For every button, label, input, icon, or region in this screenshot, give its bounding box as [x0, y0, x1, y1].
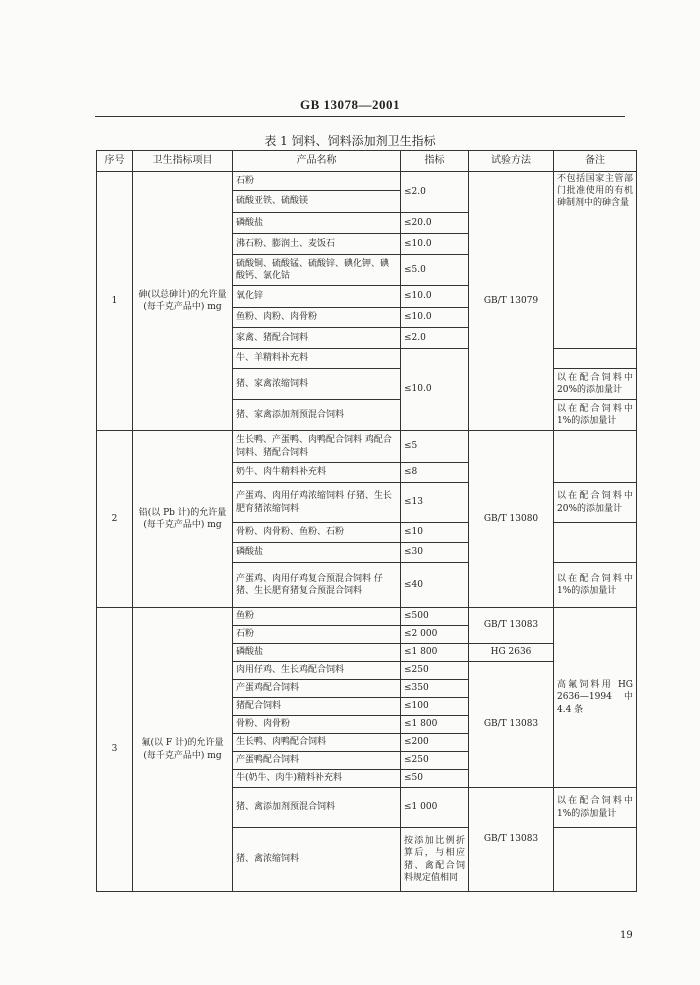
product-name: 骨粉、肉骨粉 [233, 716, 401, 734]
limit-value: ≤100 [401, 698, 469, 716]
hygiene-table [96, 150, 637, 892]
note: 以在配合饲料中1%的添加量计 [554, 788, 637, 828]
limit-value: ≤2.0 [401, 328, 469, 349]
note: 以在配合饲料中1%的添加量计 [554, 400, 637, 431]
test-method: GB/T 13079 [469, 172, 554, 431]
limit-value: ≤250 [401, 752, 469, 770]
limit-value: ≤10 [401, 523, 469, 543]
limit-value: ≤8 [401, 463, 469, 483]
note: 不包括国家主管部门批准使用的有机砷制剂中的砷含量 [554, 172, 637, 349]
item-name: 砷(以总砷计)的允许量(每千克产品中) mg [133, 172, 233, 431]
row-no: 1 [97, 172, 133, 431]
table-header-row [97, 151, 637, 172]
limit-value: ≤250 [401, 662, 469, 680]
note-empty [554, 828, 637, 892]
note-empty [554, 523, 637, 563]
limit-value: 按添加比例折算后，与相应猪、禽配合饲料规定值相同 [401, 828, 469, 892]
col-header-product: 产品名称 [233, 151, 401, 172]
col-header-limit: 指标 [401, 151, 469, 172]
limit-value: ≤10.0 [401, 308, 469, 328]
note-empty [554, 431, 637, 483]
product-name: 奶牛、肉牛精料补充料 [233, 463, 401, 483]
product-name: 产蛋鸡配合饲料 [233, 680, 401, 698]
limit-value: ≤20.0 [401, 213, 469, 234]
table-row [97, 431, 637, 463]
limit-value: ≤200 [401, 734, 469, 752]
col-header-note: 备注 [554, 151, 637, 172]
product-name: 肉用仔鸡、生长鸡配合饲料 [233, 662, 401, 680]
product-name: 沸石粉、膨润土、麦饭石 [233, 234, 401, 255]
note-empty [554, 349, 637, 369]
row-no: 2 [97, 431, 133, 608]
product-name: 猪、禽浓缩饲料 [233, 828, 401, 892]
page-number: 19 [620, 930, 633, 941]
product-name: 磷酸盐 [233, 543, 401, 563]
row-no: 3 [97, 608, 133, 892]
test-method: GB/T 13083 [469, 662, 554, 788]
product-name: 生长鸭、产蛋鸭、肉鸭配合饲料 鸡配合饲料、猪配合饲料 [233, 431, 401, 463]
col-header-item: 卫生指标项目 [133, 151, 233, 172]
limit-value: ≤2 000 [401, 626, 469, 644]
product-name: 石粉 [233, 626, 401, 644]
product-name: 磷酸盐 [233, 644, 401, 662]
limit-value: ≤10.0 [401, 234, 469, 255]
test-method: GB/T 13080 [469, 431, 554, 608]
limit-value: ≤10.0 [401, 349, 469, 431]
limit-value: ≤5.0 [401, 255, 469, 286]
col-header-no: 序号 [97, 151, 133, 172]
limit-value: ≤350 [401, 680, 469, 698]
col-header-method: 试验方法 [469, 151, 554, 172]
note: 高氟饲料用 HG 2636—1994 中 4.4 条 [554, 608, 637, 788]
limit-value: ≤30 [401, 543, 469, 563]
limit-value: ≤50 [401, 770, 469, 788]
product-name: 产蛋鸭配合饲料 [233, 752, 401, 770]
limit-value: ≤500 [401, 608, 469, 626]
test-method: GB/T 13083 [469, 788, 554, 892]
limit-value: ≤40 [401, 563, 469, 608]
table-row [97, 172, 637, 191]
header-rule [95, 116, 625, 117]
product-name: 产蛋鸡、肉用仔鸡浓缩饲料 仔猪、生长肥育猪浓缩饲料 [233, 483, 401, 523]
product-name: 磷酸盐 [233, 213, 401, 234]
product-name: 石粉 [233, 172, 401, 191]
product-name: 产蛋鸡、肉用仔鸡复合预混合饲料 仔猪、生长肥育猪复合预混合饲料 [233, 563, 401, 608]
limit-value: ≤10.0 [401, 286, 469, 308]
note: 以在配合饲料中20%的添加量计 [554, 483, 637, 523]
limit-value: ≤1 800 [401, 644, 469, 662]
limit-value: ≤1 000 [401, 788, 469, 828]
item-name: 氟(以 F 计)的允许量(每千克产品中) mg [133, 608, 233, 892]
product-name: 鱼粉、肉粉、肉骨粉 [233, 308, 401, 328]
table-caption: 表 1 饲料、饲料添加剂卫生指标 [264, 134, 436, 148]
product-name: 硫酸亚铁、硫酸镁 [233, 191, 401, 213]
limit-value: ≤2.0 [401, 172, 469, 213]
product-name: 猪、家禽添加剂预混合饲料 [233, 400, 401, 431]
test-method: HG 2636 [469, 644, 554, 662]
product-name: 鱼粉 [233, 608, 401, 626]
table-row [97, 608, 637, 626]
standard-header: GB 13078—2001 [299, 97, 401, 112]
test-method: GB/T 13083 [469, 608, 554, 644]
note: 以在配合饲料中20%的添加量计 [554, 369, 637, 400]
product-name: 牛、羊精料补充料 [233, 349, 401, 369]
product-name: 猪、禽添加剂预混合饲料 [233, 788, 401, 828]
limit-value: ≤1 800 [401, 716, 469, 734]
product-name: 猪、家禽浓缩饲料 [233, 369, 401, 400]
product-name: 家禽、猪配合饲料 [233, 328, 401, 349]
product-name: 牛(奶牛、肉牛)精料补充料 [233, 770, 401, 788]
product-name: 生长鸭、肉鸭配合饲料 [233, 734, 401, 752]
limit-value: ≤13 [401, 483, 469, 523]
product-name: 猪配合饲料 [233, 698, 401, 716]
product-name: 氧化锌 [233, 286, 401, 308]
item-name: 铅(以 Pb 计)的允许量(每千克产品中) mg [133, 431, 233, 608]
note: 以在配合饲料中1%的添加量计 [554, 563, 637, 608]
limit-value: ≤5 [401, 431, 469, 463]
product-name: 硫酸铜、硫酸锰、硫酸锌、碘化钾、碘酸钙、氯化钴 [233, 255, 401, 286]
product-name: 骨粉、肉骨粉、鱼粉、石粉 [233, 523, 401, 543]
